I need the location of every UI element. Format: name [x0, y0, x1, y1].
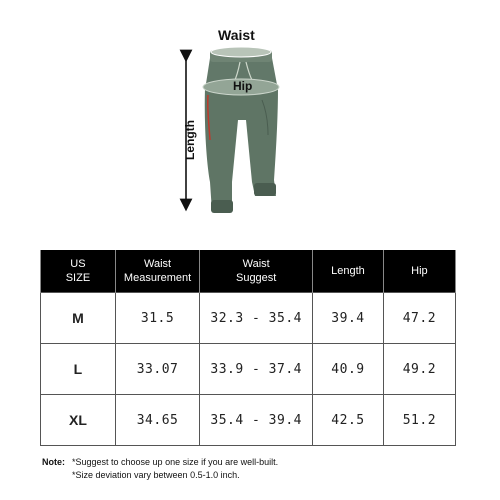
hip-cell: 47.2 [383, 293, 455, 344]
header-length: Length [313, 250, 384, 293]
length-cell: 40.9 [313, 344, 384, 395]
pants-diagram [0, 0, 500, 225]
size-chart-table [40, 250, 456, 446]
hip-cell: 49.2 [383, 344, 455, 395]
note-text-1: *Suggest to choose up one size if you are well-built. [72, 457, 279, 467]
waist-label: Waist [218, 27, 255, 43]
size-cell: M [41, 293, 116, 344]
waist-suggest-cell: 33.9 - 37.4 [200, 344, 313, 395]
note-label: Note: [42, 457, 65, 467]
size-cell: L [41, 344, 116, 395]
note-line-2: *Size deviation vary between 0.5-1.0 inch. [72, 470, 240, 480]
waist-measurement-cell: 33.07 [115, 344, 199, 395]
waist-suggest-cell: 35.4 - 39.4 [200, 395, 313, 446]
waist-measurement-cell: 34.65 [115, 395, 199, 446]
table-row [41, 344, 456, 395]
size-cell: XL [41, 395, 116, 446]
header-hip: Hip [383, 250, 455, 293]
hip-label: Hip [233, 79, 253, 93]
header-waist-measurement: Waist Measurement [115, 250, 199, 293]
waist-band-highlight [211, 47, 271, 57]
waist-measurement-cell: 31.5 [115, 293, 199, 344]
length-label: Length [183, 120, 197, 160]
size-note [42, 456, 278, 482]
table-row [41, 293, 456, 344]
header-waist-suggest: Waist Suggest [200, 250, 313, 293]
waist-suggest-cell: 32.3 - 35.4 [200, 293, 313, 344]
table-row [41, 395, 456, 446]
note-line-1 [42, 456, 278, 469]
length-cell: 42.5 [313, 395, 384, 446]
table-header-row [41, 250, 456, 293]
length-cell: 39.4 [313, 293, 384, 344]
hip-cell: 51.2 [383, 395, 455, 446]
header-us-size: US SIZE [41, 250, 116, 293]
